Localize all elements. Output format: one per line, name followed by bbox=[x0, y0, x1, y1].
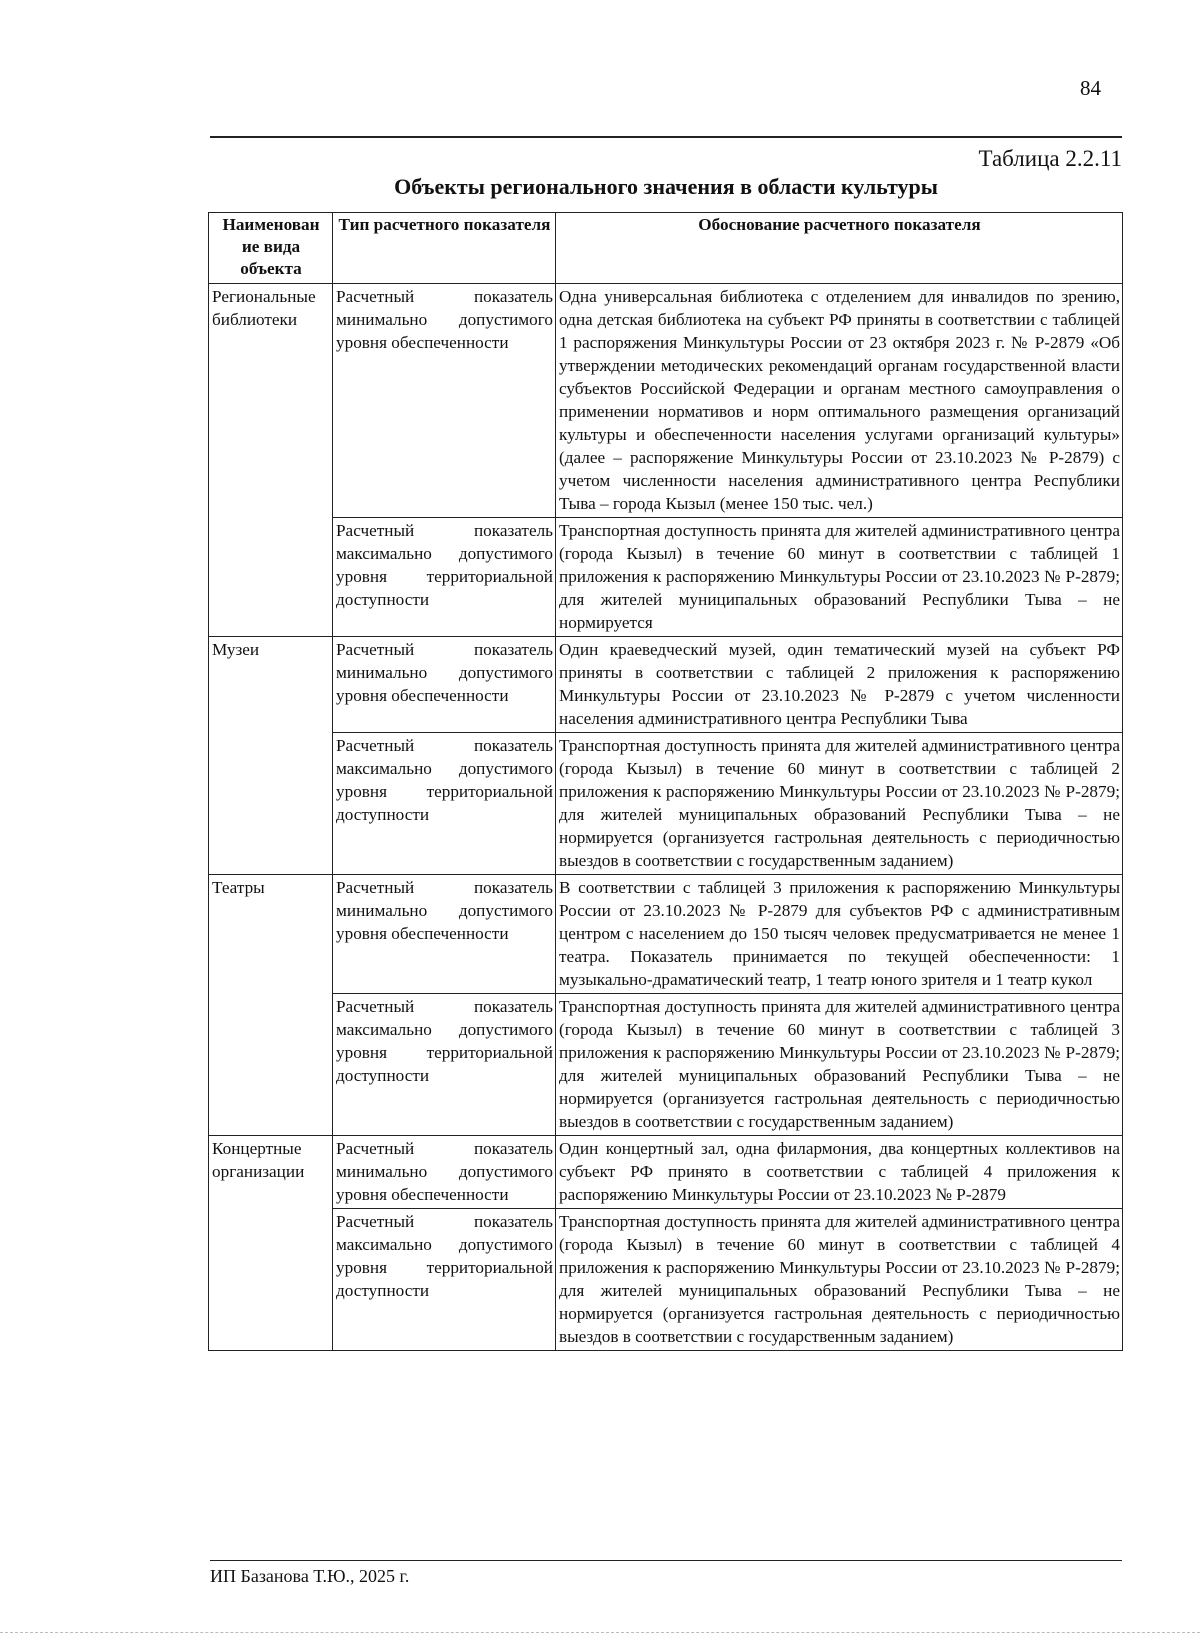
table-header-row bbox=[209, 213, 1123, 284]
object-name-cell: Музеи bbox=[209, 637, 333, 875]
table-row bbox=[209, 1209, 1123, 1351]
table-row bbox=[209, 637, 1123, 733]
justification-cell: Один концертный зал, одна филармония, два концертных коллективов на субъект РФ принято в соответствии с таблицей 4 приложения к распоряжению Минкультуры России от 23.10.2023 № Р-2879 bbox=[556, 1136, 1123, 1209]
object-name-cell: Региональные библиотеки bbox=[209, 284, 333, 637]
justification-cell: Транспортная доступность принята для жителей административного центра (города Кызыл) в течение 60 минут в соответствии с таблицей 3 приложения к распоряжению Минкультуры России от 23.10.2023 № Р-2879; для жителей муниципальных образований Республики Тыва – не нормируется (организуется гастрольная деятельность с периодичностью выездов в соответствии с государственным заданием) bbox=[556, 994, 1123, 1136]
indicator-type-cell: Расчетный показатель максимально допустимого уровня территориальной доступности bbox=[333, 518, 556, 637]
object-name-cell: Театры bbox=[209, 875, 333, 1136]
indicator-type-cell: Расчетный показатель минимально допустимого уровня обеспеченности bbox=[333, 875, 556, 994]
table-title: Объекты регионального значения в области культуры bbox=[394, 174, 938, 199]
indicator-type-cell: Расчетный показатель максимально допустимого уровня территориальной доступности bbox=[333, 994, 556, 1136]
justification-cell: Транспортная доступность принята для жителей административного центра (города Кызыл) в течение 60 минут в соответствии с таблицей 1 приложения к распоряжению Минкультуры России от 23.10.2023 № Р-2879; для жителей муниципальных образований Республики Тыва – не нормируется bbox=[556, 518, 1123, 637]
header-object-name: Наименован ие вида объекта bbox=[209, 213, 333, 284]
indicator-type-cell: Расчетный показатель минимально допустимого уровня обеспеченности bbox=[333, 284, 556, 518]
indicator-type-cell: Расчетный показатель максимально допустимого уровня территориальной доступности bbox=[333, 1209, 556, 1351]
table-row bbox=[209, 994, 1123, 1136]
culture-objects-table bbox=[208, 212, 1123, 1351]
justification-cell: Транспортная доступность принята для жителей административного центра (города Кызыл) в течение 60 минут в соответствии с таблицей 4 приложения к распоряжению Минкультуры России от 23.10.2023 № Р-2879; для жителей муниципальных образований Республики Тыва – не нормируется (организуется гастрольная деятельность с периодичностью выездов в соответствии с государственным заданием) bbox=[556, 1209, 1123, 1351]
header-rule bbox=[210, 136, 1122, 138]
indicator-type-cell: Расчетный показатель минимально допустимого уровня обеспеченности bbox=[333, 1136, 556, 1209]
page-number: 84 bbox=[1080, 76, 1101, 100]
table-row bbox=[209, 518, 1123, 637]
object-name-cell: Концертные организации bbox=[209, 1136, 333, 1351]
header-justification: Обоснование расчетного показателя bbox=[556, 213, 1123, 284]
justification-cell: Один краеведческий музей, один тематический музей на субъект РФ приняты в соответствии с таблицей 2 приложения к распоряжению Минкультуры России от 23.10.2023 № Р-2879 с учетом численности населения административного центра Республики Тыва bbox=[556, 637, 1123, 733]
indicator-type-cell: Расчетный показатель минимально допустимого уровня обеспеченности bbox=[333, 637, 556, 733]
table-label: Таблица 2.2.11 bbox=[978, 146, 1122, 171]
table-row bbox=[209, 1136, 1123, 1209]
header-indicator-type: Тип расчетного показателя bbox=[333, 213, 556, 284]
footer-rule bbox=[210, 1560, 1122, 1561]
justification-cell: В соответствии с таблицей 3 приложения к распоряжению Минкультуры России от 23.10.2023 № Р-2879 для субъектов РФ с административным центром с населением до 150 тысяч человек предусматривается не менее 1 театра. Показатель принимается по текущей обеспеченности: 1 музыкально-драматический театр, 1 театр юного зрителя и 1 театр кукол bbox=[556, 875, 1123, 994]
justification-cell: Одна универсальная библиотека с отделением для инвалидов по зрению, одна детская библиотека на субъект РФ приняты в соответствии с таблицей 1 распоряжения Минкультуры России от 23 октября 2023 г. № Р-2879 «Об утверждении методических рекомендаций органам государственной власти субъектов Российской Федерации и органам местного самоуправления о применении нормативов и норм оптимального размещения организаций культуры и обеспеченности населения услугами организаций культуры» (далее – распоряжение Минкультуры России от 23.10.2023 № Р-2879) с учетом численности населения административного центра Республики Тыва – города Кызыл (менее 150 тыс. чел.) bbox=[556, 284, 1123, 518]
scan-edge bbox=[0, 1632, 1200, 1633]
table-row bbox=[209, 733, 1123, 875]
indicator-type-cell: Расчетный показатель максимально допустимого уровня территориальной доступности bbox=[333, 733, 556, 875]
table-row bbox=[209, 875, 1123, 994]
justification-cell: Транспортная доступность принята для жителей административного центра (города Кызыл) в течение 60 минут в соответствии с таблицей 2 приложения к распоряжению Минкультуры России от 23.10.2023 № Р-2879; для жителей муниципальных образований Республики Тыва – не нормируется (организуется гастрольная деятельность с периодичностью выездов в соответствии с государственным заданием) bbox=[556, 733, 1123, 875]
footer-text: ИП Базанова Т.Ю., 2025 г. bbox=[210, 1566, 410, 1586]
table-row bbox=[209, 284, 1123, 518]
